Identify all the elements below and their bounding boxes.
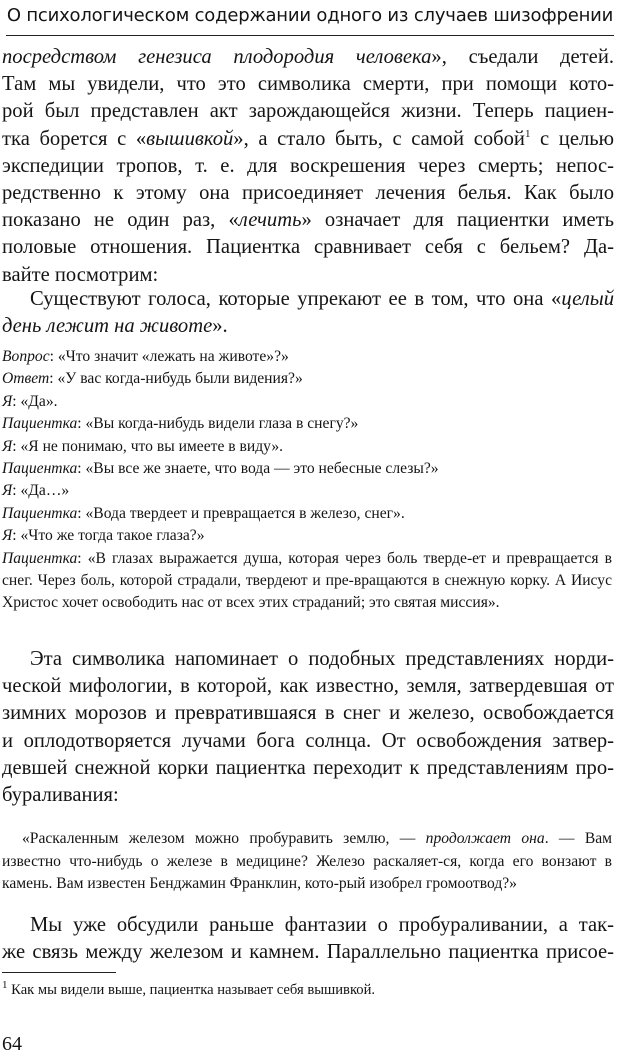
dialog-line: [2, 458, 612, 480]
dialog-text: : «Что же тогда такое глаза?»: [12, 527, 205, 545]
dialog-line: [2, 413, 612, 435]
page-number: 64: [2, 1033, 22, 1055]
dialog-speaker: Я: [2, 482, 13, 500]
dialog-text: : «Да».: [12, 392, 58, 410]
paragraph-2: [2, 286, 614, 340]
para1-line-2: Там мы увидели, что это символика смерти, при помощи кото-: [2, 73, 614, 96]
footnote-divider: [2, 972, 116, 973]
quote-block: [2, 828, 612, 896]
footnote-text: Как мы видели выше, пациентка называет себя вышивкой.: [11, 982, 376, 998]
para4-line-2: же связь между железом и камнем. Параллельно пациентка присое-: [2, 941, 614, 964]
dialog-line: [2, 480, 612, 502]
paragraph-4: [2, 912, 614, 966]
para1-italic-phrase: посредством генезиса плодородия человека: [2, 46, 432, 68]
footnote-mark: 1: [2, 979, 8, 992]
dialog-text: : «Вода твердеет и превращается в железо, снег».: [77, 504, 405, 522]
dialog-line: [2, 391, 612, 413]
dialog-speaker: Я: [2, 392, 13, 410]
dialog-speaker: Вопрос: [2, 348, 50, 365]
footnote: [2, 980, 612, 1000]
dialog-speaker: Я: [2, 437, 13, 455]
para3-line-6: бураливания:: [2, 784, 119, 807]
dialog-speaker: Пациентка: [2, 415, 78, 433]
para3-line-4: и оплодотворяется лучами бога солнца. От освобождения затвер-: [2, 729, 614, 752]
dialog-speaker: Пациентка: [2, 504, 78, 522]
dialog-text: : «Вы все же знаете, что вода — это небесные слезы?»: [77, 460, 439, 478]
dialog-line: [2, 503, 612, 525]
para1-line-7: показано не один раз, «лечить» означает для пациентки иметь: [2, 209, 614, 232]
running-header-title: О психологическом содержании одного из случаев шизофрении: [6, 5, 614, 26]
para3-line-2: ческой мифологии, в которой, как известно, земля, затвердевшая от: [2, 675, 614, 698]
dialog-text: : «Что значит «лежать на животе»?»: [49, 348, 289, 365]
para1-line-3: рой был представлен акт зарождающейся жизни. Теперь пациен-: [2, 100, 614, 123]
dialog-text: : «У вас когда-нибудь были видения?»: [49, 370, 303, 388]
dialog-block: [2, 346, 612, 615]
para1-line-1: посредством генезиса плодородия человека», съедали детей.: [2, 46, 614, 68]
dialog-line: [2, 368, 612, 390]
dialog-text: : «Да…»: [12, 482, 70, 500]
para1-line-5: экспедиции тропов, т. е. для воскрешения через смерть; непос-: [2, 154, 614, 177]
para1-line-4: тка борется с «вышивкой», а стало быть, с самой собой$^1$ с целью: [2, 127, 615, 150]
dialog-speaker: Ответ: [2, 370, 50, 388]
para1-line-9: вайте посмотрим:: [2, 263, 159, 286]
footnote-reference[interactable]: 1: [524, 127, 531, 140]
para2-text: Существуют голоса, которые упрекают ее в том, что она «целый день лежит на животе».: [2, 288, 614, 338]
dialog-line: [2, 436, 612, 458]
para3-line-3: зимних морозов и превратившаяся в снег и железо, освобождается: [2, 702, 614, 725]
dialog-text: : «Я не понимаю, что вы имеете в виду».: [12, 437, 284, 455]
dialog-line: [2, 525, 612, 547]
paragraph-1: [2, 44, 614, 289]
dialog-line: [2, 346, 612, 368]
dialog-text: : «Вы когда-нибудь видели глаза в снегу?»: [77, 415, 359, 433]
dialog-speaker: Я: [2, 527, 13, 545]
para4-line-1: Мы уже обсудили раньше фантазии о пробураливании, а так-: [30, 914, 614, 936]
dialog-lines: [2, 346, 612, 548]
para3-line-1: Эта символика напоминает о подобных представлениях норди-: [30, 648, 614, 670]
quote-text: «Раскаленным железом можно пробуравить землю, — продолжает она. — Вам известно что-нибудь о железе в медицине? Железо раскаляет-ся, когда его вонзают в камень. Вам известен Бенджамин Франклин, кото-рый изобрел громоотвод?»: [2, 830, 613, 893]
para3-line-5: девшей снежной корки пациентка переходит к представлениям про-: [2, 756, 614, 779]
running-header: [6, 3, 614, 36]
para1-line-6: редственно к этому она присоединяет лечения белья. Как было: [2, 182, 614, 205]
para1-line-8: половые отношения. Пациентка сравнивает себя с бельем? Да-: [2, 236, 614, 259]
paragraph-3: [2, 646, 614, 809]
dialog-last-entry: Пациентка: «В глазах выражается душа, которая через боль тверде-ет и превращается в снег. Через боль, которой страдали, твердеют и пре-вращаются в снежную корку. А Иисус Христос хочет освободить нас от всех этих страданий; это святая миссия».: [2, 549, 612, 612]
dialog-speaker: Пациентка: [2, 460, 78, 478]
